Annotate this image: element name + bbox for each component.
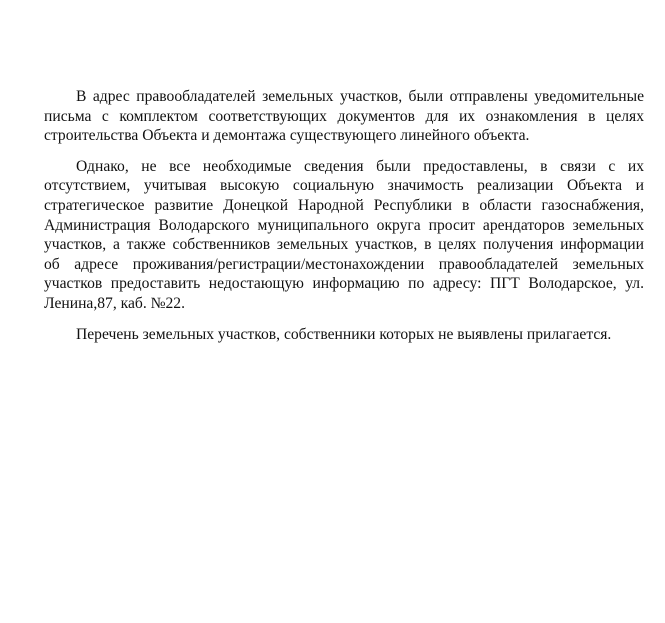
text-line: Ленина,87, каб. №22. bbox=[44, 294, 185, 312]
paragraph bbox=[44, 87, 644, 146]
text-line: письма с комплектом соответствующих документов для их ознакомления в целях bbox=[44, 107, 644, 125]
text-line: стратегическое развитие Донецкой Народной Республики в области газоснабжения, bbox=[44, 196, 644, 214]
text-line: Перечень земельных участков, собственники которых не выявлены прилагается. bbox=[76, 325, 612, 343]
text-line: строительства Объекта и демонтажа существующего линейного объекта. bbox=[44, 127, 530, 145]
paragraph bbox=[44, 157, 644, 314]
text-line: участков предоставить недостающую информацию по адресу: ПГТ Володарское, ул. bbox=[44, 275, 644, 293]
text-line: об адресе проживания/регистрации/местонахождении правообладателей земельных bbox=[44, 255, 644, 273]
text-line: В адрес правообладателей земельных участков, были отправлены уведомительные bbox=[76, 88, 644, 105]
text-line: участков, а также собственников земельных участков, в целях получения информации bbox=[44, 236, 644, 254]
text-line: отсутствием, учитывая высокую социальную значимость реализации Объекта и bbox=[44, 177, 644, 195]
text-line: Администрация Володарского муниципального округа просит арендаторов земельных bbox=[44, 216, 644, 234]
document-body bbox=[44, 87, 644, 355]
paragraph bbox=[44, 325, 644, 345]
text-line: Однако, не все необходимые сведения были предоставлены, в связи с их bbox=[76, 157, 644, 175]
